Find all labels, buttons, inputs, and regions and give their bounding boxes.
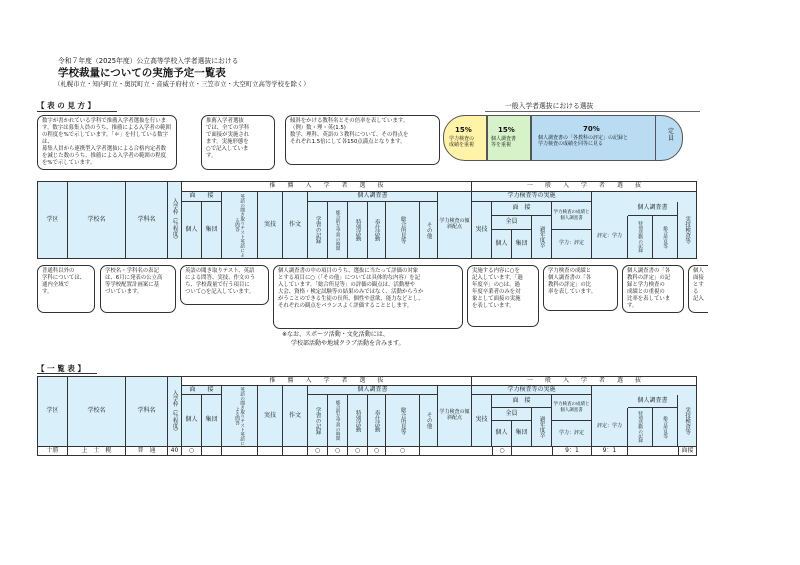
guide-kanen: 過年度卒	[532, 216, 552, 258]
ratio-pct-3: 70%	[583, 125, 600, 133]
list-sogo-jikan: 総合的な学習の時間	[328, 395, 348, 447]
row-mark-g: ○	[492, 447, 512, 455]
guide-hijiritsu: 学力検査の成績と個人調査書	[552, 202, 592, 230]
row-mark-sogo-jikan: ○	[328, 447, 348, 455]
guide-kojin: 個人	[182, 202, 202, 258]
guide-table	[37, 181, 697, 259]
list-kojin: 個人	[182, 395, 202, 447]
list-g-shudan: 集団	[512, 421, 532, 447]
list-table	[37, 376, 697, 456]
guide-col-area: 学区	[38, 182, 68, 258]
row-area: 十勝	[38, 447, 68, 455]
guide-g-kojin: 個人	[492, 230, 512, 258]
general-guide-heading: 一般入学者選抜における選抜	[505, 102, 594, 110]
guide-sogo: 総合所見等	[386, 202, 420, 258]
guide-sonota: その他	[420, 202, 438, 258]
guide-g-mensetsu: 面 接	[492, 202, 552, 216]
guide-col-school: 学校名	[68, 182, 126, 258]
list-gakuryoku-hyotei: 学力：評定	[552, 421, 592, 447]
list-g-jitsugi: 実技	[472, 395, 492, 447]
guide-sogo-jikan: 総合的な学習の時間	[328, 202, 348, 258]
list-sakubun: 作文	[283, 386, 308, 447]
guide-keisha: 学力検査の傾斜配点	[438, 192, 472, 258]
list-sogo: 総合所見等	[386, 395, 420, 447]
guide-kensa-g: 実技検査等	[684, 216, 691, 244]
list-gen-kojin-chousa: 個人調査書	[628, 395, 678, 408]
guide-mensetsu: 面 接	[182, 192, 222, 202]
page-subtitle: （札幌市立・知内町立・奥尻町立・音威子府村立・三笠市立・大空町立高等学校を除く）	[54, 80, 310, 88]
guide-sakubun: 作文	[283, 192, 308, 258]
list-tokubetsu-katsudo: 特別活動の記録	[628, 408, 653, 447]
list-g-kojin: 個人	[492, 421, 512, 447]
guide-col-course: 学科名	[126, 182, 168, 258]
guide-sogo-shoken: 総合所見等	[653, 216, 678, 258]
row-last: 面接	[678, 447, 696, 455]
note-quota: 数字が書かれている学科で推薦入学者選抜を行いま す。数字は募集人員のうち、推薦による入学者の範囲 の程度を%で示しています。「＊」を付している数字は、 募集人員から連携型入学者選抜による合格内定者数 を減じた数のうち、推薦による入学者の範囲の程度 を%で示しています。	[37, 115, 177, 170]
list-gakushu: 学習の記録	[308, 395, 328, 447]
note-survey: 個人調査書の中の項目のうち、選抜に当たって評価の対象 とする項目に○（「その他」については具体的な内容）を記 入しています。「総合所見等」の評価の観点は、活動歴や 大会、資格・検定試験等の結果のみではなく、活動からうか がうことのできる生徒の長所、個性や意欲、能力などとし、 それぞれの観点をバランスよく評価することとします。	[273, 265, 463, 329]
list-hoshi: 奉仕活動	[368, 395, 386, 447]
guide-shudan: 集団	[202, 202, 222, 258]
ratio-label-2: 個人調査書 等を重視	[491, 136, 517, 148]
general-underline	[485, 111, 700, 112]
table-row	[38, 447, 696, 455]
note-school: 学校名・学科名の表記 は、6月に発表の公立高 等学校配置計画案に基 づいています。	[100, 265, 176, 313]
ratio-label-1: 学力検査の 成績を重視	[449, 136, 475, 148]
list-gen-header: 一 般 入 学 者 選 抜	[472, 377, 696, 386]
guide-gakuryoku: 学力検査等の実施	[472, 192, 592, 202]
guide-heading: 【 表 の 見 方 】	[37, 101, 96, 110]
row-course: 普 通	[126, 447, 168, 455]
ratio-graphic	[443, 115, 693, 161]
list-col-course: 学科名	[126, 377, 168, 447]
list-mensetsu: 面 接	[182, 386, 222, 395]
list-rec-header: 推 薦 入 学 者 選 抜	[182, 377, 472, 386]
footnote-1: ※なお、スポーツ活動・文化活動には、	[282, 331, 389, 338]
guide-g-shudan: 集団	[512, 230, 532, 258]
list-sogo-shoken: 総合所見等	[653, 408, 678, 447]
note-weight: 個人調査書の「各 教科の評定」の記 録と学力検査の 成績との重視の 比率を表しています。	[622, 265, 684, 313]
row-ratio-1: 9：1	[552, 447, 592, 455]
guide-tokubetsu: 特別活動	[348, 202, 368, 258]
guide-g-jitsugi: 実技	[472, 202, 492, 258]
guide-hyotei-gakuryoku: 評定：学力	[592, 216, 628, 258]
footnote-2: 学校部活動や地域クラブ活動を含みます。	[291, 340, 405, 347]
note-right: 個人 面接 とする 記入	[688, 265, 708, 313]
note-tests: 英語の聞き取りテスト、英語 による問答、実技、作文のう ち、学校裁量で行う項目に ついて○を記入しています。	[180, 265, 269, 305]
guide-jitsugi: 実技	[258, 192, 283, 258]
guide-gakuryoku-hyotei: 学力：評定	[552, 230, 592, 258]
header-line1: 令和７年度（2025年度）公立高等学校入学者選抜における	[58, 57, 239, 65]
row-mark-gakushu: ○	[308, 447, 328, 455]
guide-gakushu: 学習の記録	[308, 202, 328, 258]
note-ratio: 学力検査の成績と 個人調査書の「各 教科の評定」の比 率を表しています。	[543, 265, 618, 311]
list-hyotei-gakuryoku: 評定：学力	[592, 408, 628, 447]
guide-underline	[37, 111, 117, 112]
list-jitsugi: 実技	[258, 386, 283, 447]
row-mark-eigo	[222, 447, 258, 455]
guide-gen-header: 一 般 入 学 者 選 抜	[472, 182, 696, 192]
guide-hoshi: 奉仕活動	[368, 202, 386, 258]
list-hijiritsu: 学力検査の成績と個人調査書	[552, 395, 592, 421]
ratio-pct-2: 15%	[498, 126, 515, 134]
ratio-pct-1: 15%	[455, 126, 472, 134]
list-zenin: 全員	[492, 408, 532, 421]
guide-zenin: 全員	[492, 216, 532, 230]
row-ratio-2: 9：1	[592, 447, 628, 455]
note-area: 普通科以外の 学科については、 通内全域で す。	[37, 265, 95, 313]
row-mark-jitsugi	[258, 447, 283, 455]
ratio-label-3: 個人調査書の「各教科の評定」の記録と 学力検査の成績を同等に見る	[538, 135, 629, 147]
list-col-quota: 入学枠（％程度）	[168, 377, 182, 447]
guide-rec-header: 推 薦 入 学 者 選 抜	[182, 182, 472, 192]
guide-col-quota: 入学枠（％程度）	[168, 182, 182, 258]
page-title: 学校裁量についての実施予定一覧表	[58, 67, 226, 79]
list-eigo: 英語の聞き取りテスト英語による問答	[222, 386, 258, 447]
note-slope: 傾斜をかける教科名とその倍率を表しています。 （例）数・理・英(1.5) 数学、理科、英語の３教科について、その得点を それぞれ1.5倍にして各150点満点となります。	[285, 115, 440, 165]
ratio-end-label: 定 員	[668, 128, 675, 142]
list-heading: 【 一 覧 表 】	[37, 364, 85, 373]
row-quota: 40	[168, 447, 182, 455]
list-col-area: 学区	[38, 377, 68, 447]
list-gakuryoku: 学力検査等の実施	[472, 386, 592, 395]
list-sonota: その他	[420, 395, 438, 447]
row-mark-sakubun	[283, 447, 308, 455]
list-kensa-g: 実技検査等	[678, 395, 696, 447]
note-interview: 推薦入学者選抜 では、全ての学科 で面接が実施され ます。実施形態を ○で記入していま す。	[201, 115, 275, 170]
row-school: 上 士 幌	[68, 447, 126, 455]
guide-tokubetsu-katsudo: 特別活動の記録	[628, 216, 653, 258]
list-underline	[37, 373, 97, 374]
note-implement: 実施する内容に○を 記入しています。「過 年度卒」の○は、過 年度卒業者のみを対 象として面接の実施 を表しています。	[467, 265, 539, 327]
list-kanen: 過年度卒	[532, 408, 552, 447]
list-col-school: 学校名	[68, 377, 126, 447]
row-mark-kojin: ○	[182, 447, 202, 455]
guide-gen-kojin-chousa: 個人調査書	[628, 202, 678, 216]
row-mark-hoshi: ○	[368, 447, 386, 455]
row-mark-sogo: ○	[386, 447, 420, 455]
list-tokubetsu: 特別活動	[348, 395, 368, 447]
row-mark-tokubetsu: ○	[348, 447, 368, 455]
list-shudan: 集団	[202, 395, 222, 447]
row-mark-shudan	[202, 447, 222, 455]
list-keisha: 学力検査の傾斜配点	[438, 386, 472, 447]
list-g-mensetsu: 面 接	[492, 395, 552, 408]
list-kojin-chousa: 個人調査書	[308, 386, 438, 395]
guide-kojin-chousa: 個人調査書	[308, 192, 438, 202]
guide-eigo: 英語の聞き取りテスト英語による問答	[222, 192, 258, 258]
